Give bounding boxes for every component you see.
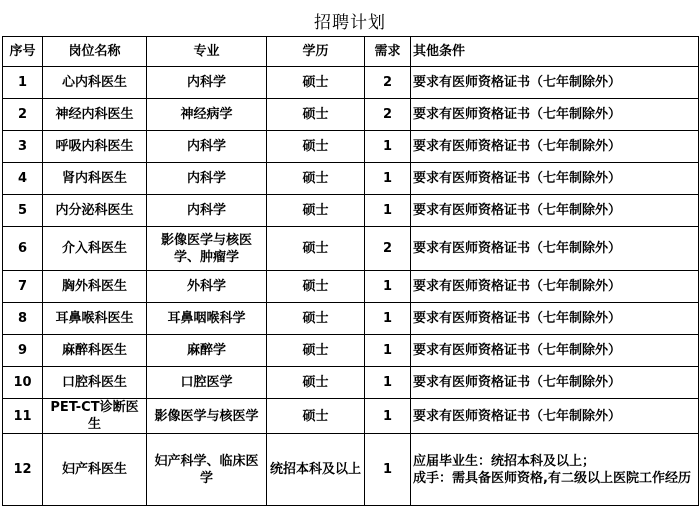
cell-no: 11 (3, 399, 43, 434)
cell-count: 1 (365, 399, 411, 434)
table-row (3, 434, 699, 506)
cell-major: 外科学 (147, 271, 267, 303)
cell-no: 12 (3, 434, 43, 506)
cell-other: 应届毕业生：统招本科及以上； 成手：需具备医师资格,有二级以上医院工作经历 (411, 434, 699, 506)
cell-degree: 硕士 (267, 131, 365, 163)
cell-no: 2 (3, 99, 43, 131)
cell-degree: 硕士 (267, 163, 365, 195)
cell-count: 2 (365, 227, 411, 271)
cell-degree: 硕士 (267, 271, 365, 303)
cell-position: 呼吸内科医生 (43, 131, 147, 163)
table-row (3, 303, 699, 335)
cell-count: 1 (365, 163, 411, 195)
cell-count: 2 (365, 67, 411, 99)
cell-no: 6 (3, 227, 43, 271)
cell-count: 1 (365, 434, 411, 506)
cell-major: 麻醉学 (147, 335, 267, 367)
table-row (3, 367, 699, 399)
cell-major: 内科学 (147, 195, 267, 227)
cell-position: 肾内科医生 (43, 163, 147, 195)
cell-other: 要求有医师资格证书（七年制除外） (411, 131, 699, 163)
header-major: 专业 (147, 37, 267, 67)
cell-degree: 硕士 (267, 195, 365, 227)
cell-degree: 硕士 (267, 303, 365, 335)
cell-count: 2 (365, 99, 411, 131)
table-row (3, 67, 699, 99)
cell-other: 要求有医师资格证书（七年制除外） (411, 163, 699, 195)
cell-position: 口腔科医生 (43, 367, 147, 399)
cell-other: 要求有医师资格证书（七年制除外） (411, 67, 699, 99)
cell-no: 8 (3, 303, 43, 335)
cell-count: 1 (365, 367, 411, 399)
header-no: 序号 (3, 37, 43, 67)
cell-count: 1 (365, 271, 411, 303)
cell-no: 3 (3, 131, 43, 163)
cell-other: 要求有医师资格证书（七年制除外） (411, 227, 699, 271)
cell-degree: 硕士 (267, 335, 365, 367)
cell-degree: 硕士 (267, 67, 365, 99)
cell-other: 要求有医师资格证书（七年制除外） (411, 195, 699, 227)
cell-other: 要求有医师资格证书（七年制除外） (411, 367, 699, 399)
cell-other: 要求有医师资格证书（七年制除外） (411, 271, 699, 303)
recruitment-table (2, 36, 699, 506)
cell-no: 5 (3, 195, 43, 227)
cell-major: 影像医学与核医学、肿瘤学 (147, 227, 267, 271)
cell-no: 9 (3, 335, 43, 367)
cell-degree: 硕士 (267, 227, 365, 271)
cell-position: PET-CT诊断医生 (43, 399, 147, 434)
cell-other: 要求有医师资格证书（七年制除外） (411, 99, 699, 131)
cell-position: 胸外科医生 (43, 271, 147, 303)
cell-other: 要求有医师资格证书（七年制除外） (411, 335, 699, 367)
cell-no: 10 (3, 367, 43, 399)
header-count: 需求 (365, 37, 411, 67)
cell-no: 1 (3, 67, 43, 99)
cell-count: 1 (365, 195, 411, 227)
cell-degree: 统招本科及以上 (267, 434, 365, 506)
cell-other: 要求有医师资格证书（七年制除外） (411, 399, 699, 434)
table-row (3, 335, 699, 367)
cell-major: 内科学 (147, 163, 267, 195)
table-body (3, 67, 699, 506)
table-row (3, 99, 699, 131)
table-row (3, 131, 699, 163)
table-row (3, 271, 699, 303)
cell-degree: 硕士 (267, 99, 365, 131)
cell-position: 妇产科医生 (43, 434, 147, 506)
table-header-row (3, 37, 699, 67)
cell-major: 神经病学 (147, 99, 267, 131)
header-position: 岗位名称 (43, 37, 147, 67)
cell-no: 7 (3, 271, 43, 303)
cell-major: 口腔医学 (147, 367, 267, 399)
cell-position: 神经内科医生 (43, 99, 147, 131)
cell-major: 耳鼻咽喉科学 (147, 303, 267, 335)
table-row (3, 227, 699, 271)
cell-major: 妇产科学、临床医学 (147, 434, 267, 506)
cell-position: 心内科医生 (43, 67, 147, 99)
cell-major: 内科学 (147, 131, 267, 163)
cell-position: 介入科医生 (43, 227, 147, 271)
table-row (3, 163, 699, 195)
cell-major: 内科学 (147, 67, 267, 99)
header-other: 其他条件 (411, 37, 699, 67)
table-row (3, 195, 699, 227)
cell-position: 麻醉科医生 (43, 335, 147, 367)
cell-count: 1 (365, 303, 411, 335)
cell-position: 内分泌科医生 (43, 195, 147, 227)
cell-no: 4 (3, 163, 43, 195)
cell-other: 要求有医师资格证书（七年制除外） (411, 303, 699, 335)
cell-degree: 硕士 (267, 367, 365, 399)
table-row (3, 399, 699, 434)
page-title: 招聘计划 (314, 13, 386, 33)
cell-position: 耳鼻喉科医生 (43, 303, 147, 335)
header-degree: 学历 (267, 37, 365, 67)
cell-count: 1 (365, 335, 411, 367)
cell-count: 1 (365, 131, 411, 163)
cell-degree: 硕士 (267, 399, 365, 434)
cell-major: 影像医学与核医学 (147, 399, 267, 434)
